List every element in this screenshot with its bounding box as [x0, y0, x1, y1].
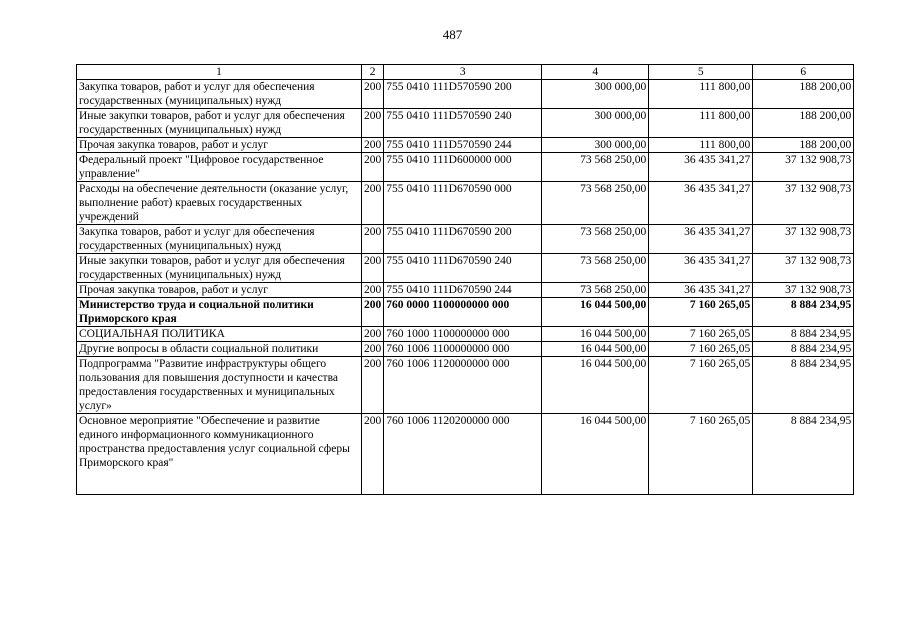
row-name-cell: СОЦИАЛЬНАЯ ПОЛИТИКА [77, 327, 362, 342]
row-value6-cell: 188 200,00 [753, 138, 854, 153]
row-value5-cell: 7 160 265,05 [649, 327, 753, 342]
row-name-cell: Расходы на обеспечение деятельности (оказание услуг, выполнение работ) краевых государственных учреждений [77, 182, 362, 225]
row-value4-cell: 73 568 250,00 [542, 225, 649, 254]
row-col2-cell: 200 [362, 342, 384, 357]
row-col2-cell: 200 [362, 138, 384, 153]
table-row [77, 182, 854, 225]
row-value6-cell: 8 884 234,95 [753, 342, 854, 357]
row-col2-cell: 200 [362, 283, 384, 298]
row-value5-cell: 36 435 341,27 [649, 283, 753, 298]
page-number: 487 [442, 27, 463, 42]
row-value4-cell: 16 044 500,00 [542, 342, 649, 357]
row-value5-cell: 7 160 265,05 [649, 298, 753, 327]
table-row [77, 109, 854, 138]
row-value6-cell: 8 884 234,95 [753, 298, 854, 327]
table-row [77, 80, 854, 109]
row-value6-cell: 37 132 908,73 [753, 153, 854, 182]
row-value4-cell: 300 000,00 [542, 80, 649, 109]
row-code-cell: 755 0410 111D600000 000 [384, 153, 542, 182]
row-col2-cell: 200 [362, 298, 384, 327]
row-value5-cell: 111 800,00 [649, 138, 753, 153]
row-col2-cell: 200 [362, 80, 384, 109]
row-code-cell: 760 1006 1100000000 000 [384, 342, 542, 357]
row-name-cell: Иные закупки товаров, работ и услуг для обеспечения государственных (муниципальных) нужд [77, 254, 362, 283]
row-value6-cell: 37 132 908,73 [753, 254, 854, 283]
row-value5-cell: 7 160 265,05 [649, 342, 753, 357]
row-name-cell: Прочая закупка товаров, работ и услуг [77, 138, 362, 153]
table-row [77, 327, 854, 342]
row-name-cell: Закупка товаров, работ и услуг для обеспечения государственных (муниципальных) нужд [77, 80, 362, 109]
row-col2-cell: 200 [362, 225, 384, 254]
row-value6-cell: 8 884 234,95 [753, 414, 854, 495]
row-value5-cell: 111 800,00 [649, 109, 753, 138]
table-row [77, 138, 854, 153]
row-value5-cell: 36 435 341,27 [649, 182, 753, 225]
row-code-cell: 755 0410 111D670590 240 [384, 254, 542, 283]
row-code-cell: 755 0410 111D570590 244 [384, 138, 542, 153]
row-code-cell: 755 0410 111D670590 244 [384, 283, 542, 298]
row-value5-cell: 7 160 265,05 [649, 357, 753, 414]
row-value4-cell: 73 568 250,00 [542, 182, 649, 225]
table-row [77, 153, 854, 182]
table-body [77, 65, 854, 495]
row-value4-cell: 73 568 250,00 [542, 254, 649, 283]
table-row [77, 298, 854, 327]
header-cell: 3 [384, 65, 542, 80]
header-cell: 6 [753, 65, 854, 80]
row-name-cell: Подпрограмма "Развитие инфраструктуры общего пользования для повышения доступности и качества предоставления государственных и муниципальных услуг» [77, 357, 362, 414]
row-value4-cell: 16 044 500,00 [542, 298, 649, 327]
row-value5-cell: 36 435 341,27 [649, 153, 753, 182]
row-value5-cell: 7 160 265,05 [649, 414, 753, 495]
table-header-row [77, 65, 854, 80]
header-cell: 1 [77, 65, 362, 80]
budget-table [76, 64, 854, 495]
row-code-cell: 760 1000 1100000000 000 [384, 327, 542, 342]
table-row [77, 283, 854, 298]
row-value6-cell: 8 884 234,95 [753, 357, 854, 414]
row-code-cell: 755 0410 111D670590 200 [384, 225, 542, 254]
row-col2-cell: 200 [362, 327, 384, 342]
row-col2-cell: 200 [362, 153, 384, 182]
row-code-cell: 760 0000 1100000000 000 [384, 298, 542, 327]
row-value4-cell: 300 000,00 [542, 138, 649, 153]
table-row [77, 254, 854, 283]
row-value4-cell: 73 568 250,00 [542, 283, 649, 298]
table-row [77, 357, 854, 414]
row-code-cell: 760 1006 1120000000 000 [384, 357, 542, 414]
row-value5-cell: 36 435 341,27 [649, 225, 753, 254]
row-value4-cell: 16 044 500,00 [542, 357, 649, 414]
row-name-cell: Основное мероприятие "Обеспечение и развитие единого информационного коммуникационного пространства предоставления услуг социальной сферы Приморского края" [77, 414, 362, 495]
row-value4-cell: 16 044 500,00 [542, 414, 649, 495]
row-code-cell: 755 0410 111D570590 240 [384, 109, 542, 138]
row-value6-cell: 37 132 908,73 [753, 283, 854, 298]
row-value4-cell: 73 568 250,00 [542, 153, 649, 182]
row-name-cell: Закупка товаров, работ и услуг для обеспечения государственных (муниципальных) нужд [77, 225, 362, 254]
table-row [77, 414, 854, 495]
row-code-cell: 755 0410 111D670590 000 [384, 182, 542, 225]
row-value4-cell: 300 000,00 [542, 109, 649, 138]
row-code-cell: 755 0410 111D570590 200 [384, 80, 542, 109]
row-value6-cell: 37 132 908,73 [753, 182, 854, 225]
row-value6-cell: 37 132 908,73 [753, 225, 854, 254]
table-row [77, 225, 854, 254]
row-col2-cell: 200 [362, 182, 384, 225]
row-value4-cell: 16 044 500,00 [542, 327, 649, 342]
row-value5-cell: 111 800,00 [649, 80, 753, 109]
row-col2-cell: 200 [362, 357, 384, 414]
row-name-cell: Федеральный проект "Цифровое государственное управление" [77, 153, 362, 182]
header-cell: 2 [362, 65, 384, 80]
row-name-cell: Иные закупки товаров, работ и услуг для обеспечения государственных (муниципальных) нужд [77, 109, 362, 138]
row-name-cell: Прочая закупка товаров, работ и услуг [77, 283, 362, 298]
row-value6-cell: 8 884 234,95 [753, 327, 854, 342]
row-name-cell: Другие вопросы в области социальной политики [77, 342, 362, 357]
table-row [77, 342, 854, 357]
row-value6-cell: 188 200,00 [753, 80, 854, 109]
row-col2-cell: 200 [362, 414, 384, 495]
row-col2-cell: 200 [362, 109, 384, 138]
row-value5-cell: 36 435 341,27 [649, 254, 753, 283]
header-cell: 5 [649, 65, 753, 80]
header-cell: 4 [542, 65, 649, 80]
row-value6-cell: 188 200,00 [753, 109, 854, 138]
row-col2-cell: 200 [362, 254, 384, 283]
row-code-cell: 760 1006 1120200000 000 [384, 414, 542, 495]
row-name-cell: Министерство труда и социальной политики Приморского края [77, 298, 362, 327]
